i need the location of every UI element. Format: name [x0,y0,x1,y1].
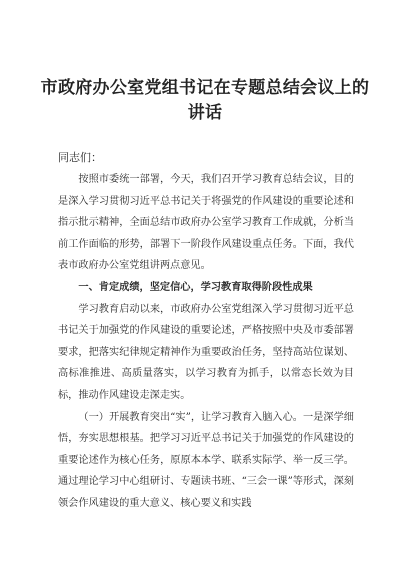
salutation: 同志们： [58,151,102,164]
section-heading-1: 一、肯定成绩，坚定信心，学习教育取得阶段性成果 [78,281,313,293]
paragraph-section-1: 学习教育启动以来，市政府办公室党组深入学习贯彻习近平总书记关于加强党的作风建设的重要论述，严格按照中央及市委部署要求，把落实纪律规定精神作为重要政治任务，坚持高站位谋划、高标准推进、高质量落实，以学习教育为抓手，以常态长效为目标，推动作风建设走深走实。 [58,303,354,401]
paragraph-subsection-1: （一）开展教育突出“实”，让学习教育入脑入心。一是深学细悟，夯实思想根基。把学习习近平总书记关于加强党的作风建设的重要论述作为核心任务，原原本本学、联系实际学、举一反三学。通过理论学习中心组研讨、专题读书班、“三会一课”等形式，深刻领会作风建设的重大意义、核心要义和实践 [58,411,354,509]
paragraph-intro: 按照市委统一部署，今天，我们召开学习教育总结会议，目的是深入学习贯彻习近平总书记关于将强党的作风建设的重要论述和指示批示精神，全面总结市政府办公室学习教育工作成就，分析当前工作面临的形势，部署下一阶段作风建设重点任务。下面，我代表市政府办公室党组讲两点意见。 [58,174,354,272]
document-body [58,169,354,515]
document-title: 市政府办公室党组书记在专题总结会议上的讲话 [40,78,370,123]
